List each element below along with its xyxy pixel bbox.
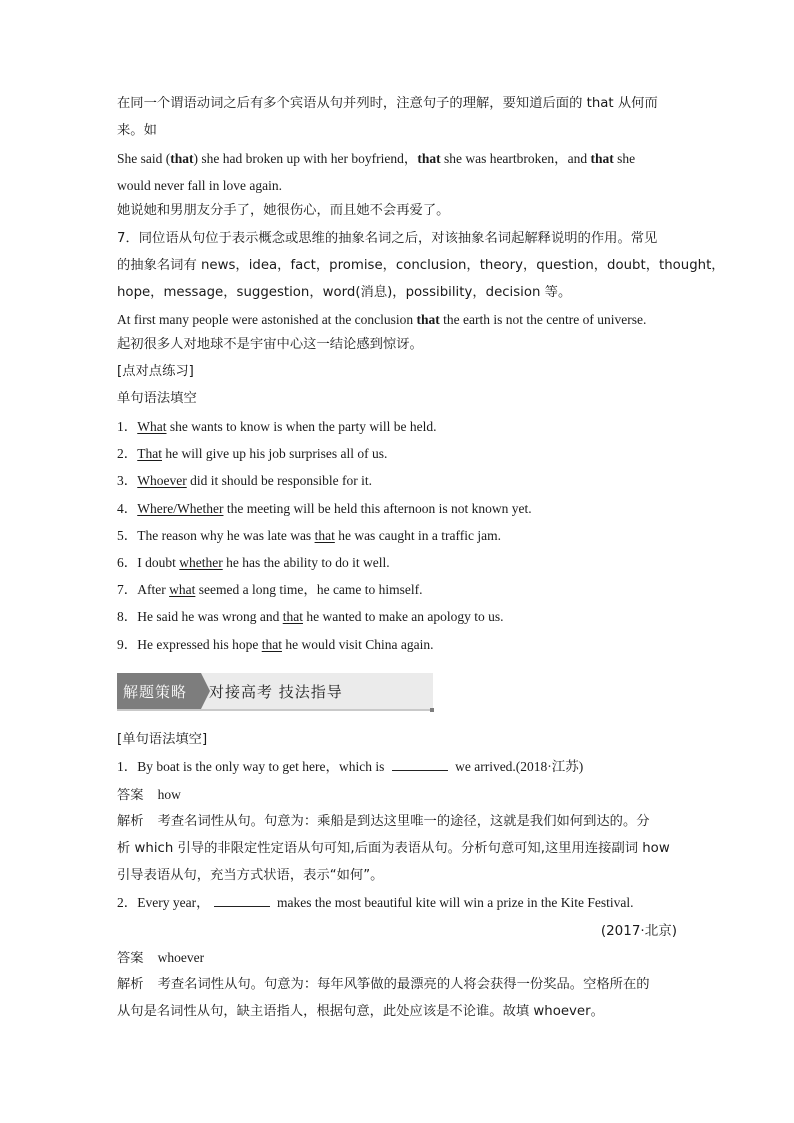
answer: what — [169, 582, 196, 597]
practice-item: 9．He expressed his hope that he would visit China again. — [117, 637, 434, 652]
exam-explanation-2-line-1: 解析 考查名词性从句。句意为：每年风筝做的最漂亮的人将会获得一份奖品。空格所在的 — [117, 977, 650, 992]
exam-question-2-source: (2017·北京) — [600, 923, 677, 939]
practice-item: 4．Where/Whether the meeting will be held this afternoon is not known yet. — [117, 501, 532, 516]
answer: that — [314, 528, 335, 543]
practice-heading: [点对点练习] — [117, 364, 194, 379]
banner-tab: 解题策略 — [117, 673, 201, 709]
answer: Whoever — [137, 473, 187, 488]
practice-item: 6．I doubt whether he has the ability to do it well. — [117, 555, 390, 570]
exam-heading: [单句语法填空] — [117, 732, 208, 747]
practice-item: 8．He said he was wrong and that he wanted to make an apology to us. — [117, 609, 504, 624]
exam-question-1: 1．By boat is the only way to get here，which is we arrived.(2018·江苏) — [117, 759, 584, 774]
practice-item: 2．That he will give up his job surprises all of us. — [117, 446, 388, 461]
answer: That — [137, 446, 162, 461]
rule7-line-3: hope，message，suggestion，word(消息)，possibility，decision 等。 — [117, 285, 572, 300]
example-sentence-line-1: She said (that) she had broken up with her boyfriend，that she was heartbroken，and that she — [117, 151, 636, 166]
banner-title: 对接高考 技法指导 — [209, 683, 343, 701]
practice-subheading: 单句语法填空 — [117, 391, 197, 406]
example-sentence-line-2: would never fall in love again. — [117, 178, 282, 193]
exam-explanation-1-line-1: 解析 考查名词性从句。句意为：乘船是到达这里唯一的途径，这就是我们如何到达的。分 — [117, 814, 650, 829]
exam-answer-2: 答案 whoever — [117, 950, 205, 966]
exam-explanation-1-line-3: 引导表语从句，充当方式状语，表示“如何”。 — [117, 868, 384, 883]
rule7-example: At first many people were astonished at the conclusion that the earth is not the centre of universe. — [117, 312, 647, 327]
exam-question-2: 2．Every year， makes the most beautiful kite will win a prize in the Kite Festival. — [117, 895, 634, 910]
exam-explanation-2-line-2: 从句是名词性从句，缺主语指人，根据句意，此处应该是不论谁。故填 whoever。 — [117, 1004, 604, 1019]
rule7-line-2: 的抽象名词有 news，idea，fact，promise，conclusion，theory，question，doubt，thought， — [117, 258, 725, 273]
answer: What — [137, 419, 167, 434]
practice-item: 5．The reason why he was late was that he was caught in a traffic jam. — [117, 528, 502, 543]
exam-explanation-1-line-2: 析 which 引导的非限定性定语从句可知,后面为表语从句。分析句意可知,这里用连接副词 how — [117, 841, 670, 856]
banner-corner-mark — [430, 708, 434, 712]
intro-line-1: 在同一个谓语动词之后有多个宾语从句并列时，注意句子的理解，要知道后面的 that 从何而 — [117, 96, 658, 111]
example-translation: 她说她和男朋友分手了，她很伤心，而且她不会再爱了。 — [117, 203, 450, 218]
answer: Where/Whether — [137, 501, 224, 516]
intro-line-2: 来。如 — [117, 123, 157, 138]
exam-answer-1: 答案 how — [117, 787, 181, 803]
practice-item: 7．After what seemed a long time，he came to himself. — [117, 582, 423, 597]
answer: whether — [179, 555, 223, 570]
answer-blank — [392, 758, 448, 771]
section-banner — [117, 673, 433, 711]
practice-item: 1．What she wants to know is when the party will be held. — [117, 419, 437, 434]
answer-blank — [214, 894, 270, 907]
rule7-line-1: 7．同位语从句位于表示概念或思维的抽象名词之后，对该抽象名词起解释说明的作用。常见 — [117, 231, 658, 246]
rule7-translation: 起初很多人对地球不是宇宙中心这一结论感到惊讶。 — [117, 337, 423, 352]
answer: that — [282, 609, 303, 624]
answer: that — [261, 637, 282, 652]
practice-item: 3．Whoever did it should be responsible for it. — [117, 473, 372, 488]
